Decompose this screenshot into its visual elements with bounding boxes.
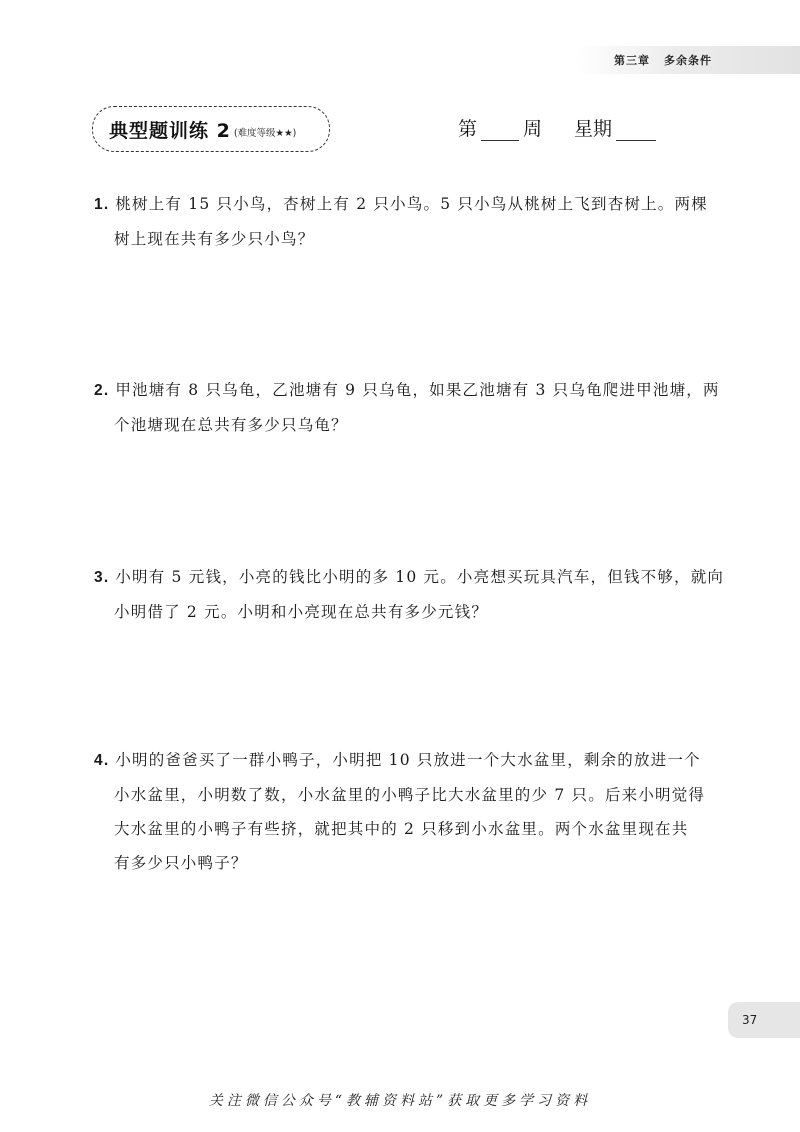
- question-text-line: 小明的爸爸买了一群小鸭子，小明把 10 只放进一个大水盆里，剩余的放进一个: [115, 751, 701, 769]
- chapter-header: [574, 46, 800, 74]
- question-number: 2.: [94, 382, 110, 399]
- week-prefix: 第: [458, 118, 478, 140]
- question-number: 4.: [94, 752, 110, 769]
- question-text-line: 小水盆里，小明数了数，小水盆里的小鸭子比大水盆里的少 7 只。后来小明觉得: [114, 786, 706, 804]
- question-text-line: 有多少只小鸭子？: [114, 854, 248, 872]
- chapter-section: 多余条件: [664, 54, 712, 67]
- question-number: 3.: [94, 569, 110, 586]
- question-text-line: 甲池塘有 8 只乌龟，乙池塘有 9 只乌龟，如果乙池塘有 3 只乌龟爬进甲池塘，两: [115, 381, 720, 399]
- question-text-line: 树上现在共有多少只小鸟？: [114, 230, 315, 248]
- chapter-number: 第三章: [614, 54, 650, 67]
- question-text-line: 大水盆里的小鸭子有些挤，就把其中的 2 只移到小水盆里。两个水盆里现在共: [114, 820, 689, 838]
- exercise-title-box: [92, 106, 330, 152]
- question-3: [94, 560, 725, 629]
- exercise-title: 典型题训练 2: [109, 119, 231, 142]
- weekday-word: 星期: [574, 118, 613, 140]
- week-blank[interactable]: [481, 122, 519, 141]
- difficulty-label: (难度等级★★): [233, 128, 297, 139]
- question-text-line: 桃树上有 15 只小鸟，杏树上有 2 只小鸟。5 只小鸟从桃树上飞到杏树上。两棵: [115, 195, 708, 213]
- weekday-blank[interactable]: [616, 122, 656, 141]
- date-fill-line: [458, 114, 656, 141]
- question-2: [94, 373, 720, 442]
- page-number: 37: [728, 1002, 800, 1038]
- week-word: 周: [523, 118, 543, 140]
- question-number: 1.: [94, 196, 110, 213]
- question-text-line: 小明有 5 元钱，小亮的钱比小明的多 10 元。小亮想买玩具汽车，但钱不够，就向: [115, 568, 725, 586]
- footer-watermark: 关注微信公众号“教辅资料站”获取更多学习资料: [208, 1093, 592, 1109]
- question-1: [94, 187, 714, 256]
- question-text-line: 小明借了 2 元。小明和小亮现在总共有多少元钱？: [114, 603, 489, 621]
- question-text-line: 个池塘现在总共有多少只乌龟？: [114, 416, 348, 434]
- question-4: [94, 743, 714, 880]
